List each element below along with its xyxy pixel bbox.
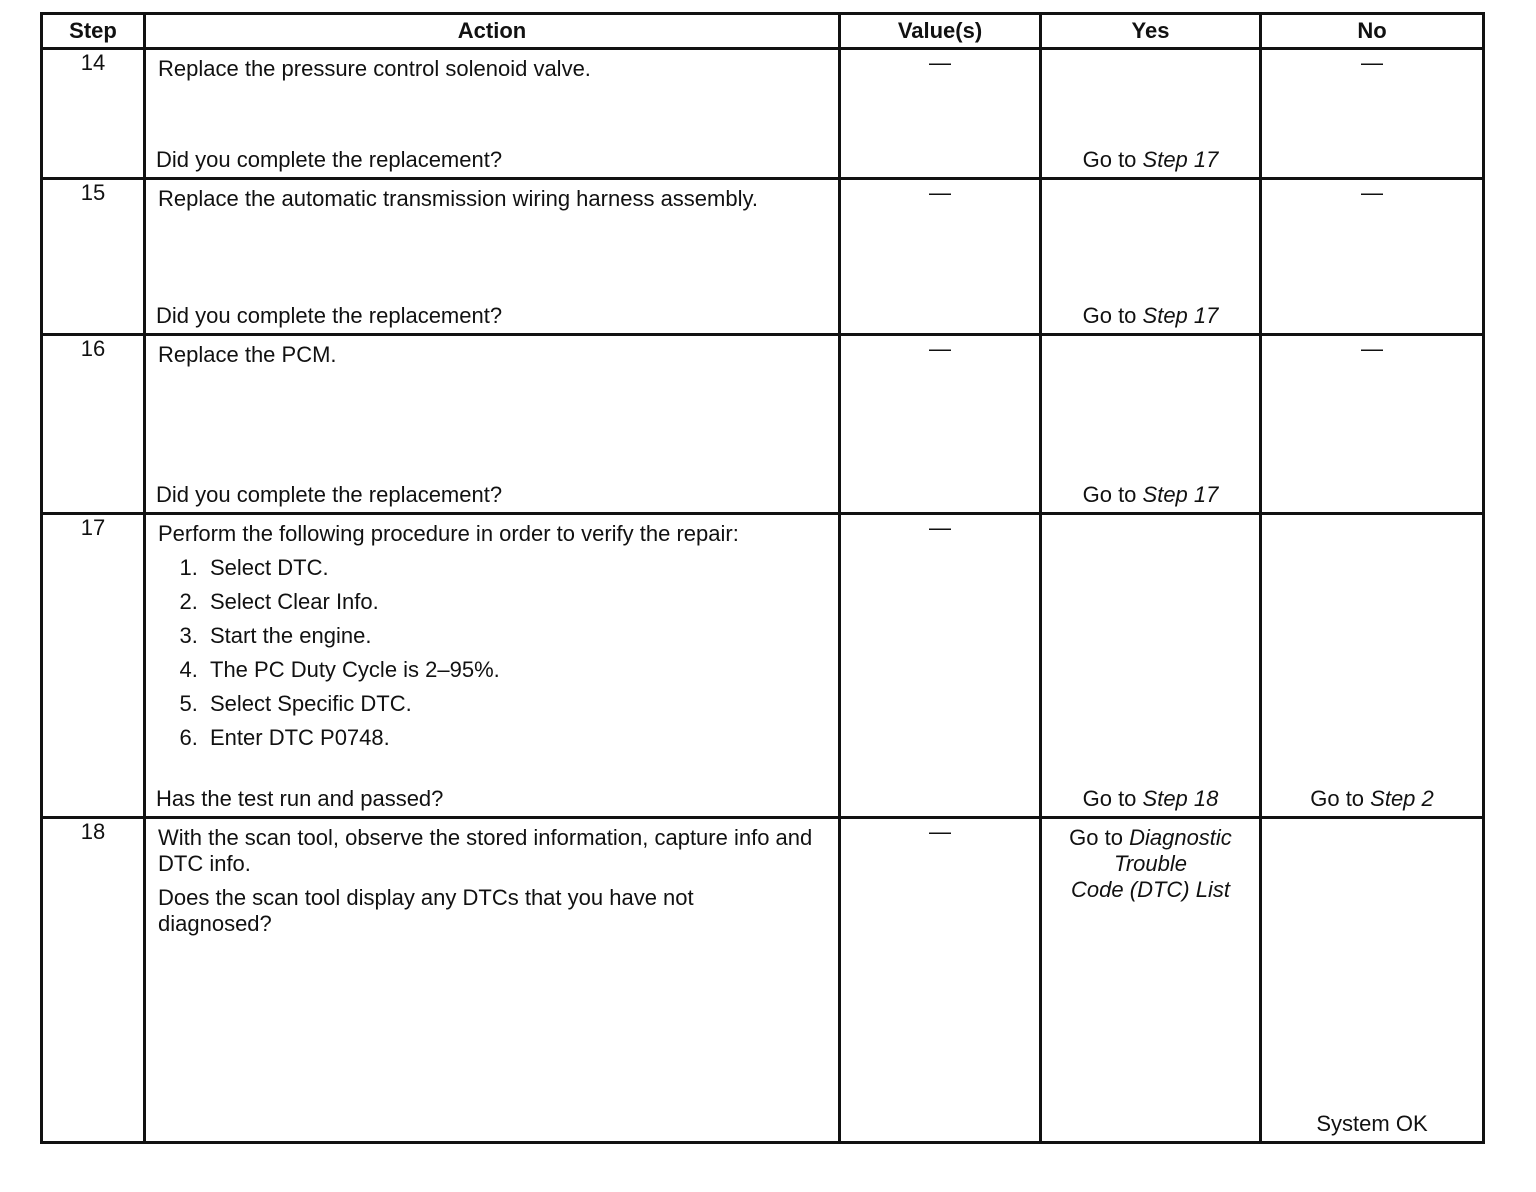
yes-prefix: Go to	[1069, 825, 1130, 850]
no-step-link[interactable]: Step 2	[1370, 786, 1434, 811]
yes-goto[interactable]	[1042, 482, 1259, 508]
table-row	[42, 514, 1484, 818]
table-row	[42, 49, 1484, 179]
yes-cell	[1041, 335, 1261, 514]
no-cell: —	[1261, 335, 1484, 514]
yes-prefix: Go to	[1082, 147, 1143, 172]
procedure-list	[158, 551, 826, 755]
list-item: 2. Select Clear Info.	[204, 585, 826, 619]
yes-goto[interactable]	[1042, 303, 1259, 329]
value-cell: —	[840, 514, 1041, 818]
yes-step-link[interactable]: Step 17	[1142, 303, 1219, 328]
yes-goto[interactable]	[1042, 786, 1259, 812]
action-question: Has the test run and passed?	[156, 786, 444, 811]
yes-prefix: Go to	[1082, 303, 1143, 328]
yes-goto[interactable]	[1042, 819, 1259, 903]
header-no: No	[1261, 14, 1484, 49]
action-question: Did you complete the replacement?	[156, 482, 503, 507]
diagnostic-table	[40, 12, 1485, 1144]
list-item: 1. Select DTC.	[204, 551, 826, 585]
value-cell: —	[840, 335, 1041, 514]
yes-cell	[1041, 179, 1261, 335]
list-item: 3. Start the engine.	[204, 619, 826, 653]
action-cell	[145, 179, 840, 335]
yes-link-part[interactable]: Code (DTC) List	[1071, 877, 1230, 902]
value-cell: —	[840, 179, 1041, 335]
yes-step-link[interactable]: Step 17	[1142, 147, 1219, 172]
step-number: 16	[42, 335, 145, 514]
action-text: Replace the PCM.	[158, 342, 337, 367]
action-question: Did you complete the replacement?	[156, 303, 503, 328]
list-item: 6. Enter DTC P0748.	[204, 721, 826, 755]
value-cell: —	[840, 49, 1041, 179]
header-step: Step	[42, 14, 145, 49]
step-number: 14	[42, 49, 145, 179]
yes-link-part[interactable]: Diagnostic	[1129, 825, 1232, 850]
table-row	[42, 818, 1484, 1143]
no-cell	[1261, 818, 1484, 1143]
value-cell: —	[840, 818, 1041, 1143]
table-row	[42, 335, 1484, 514]
action-text: Perform the following procedure in order to verify the repair:	[158, 521, 739, 546]
yes-cell	[1041, 818, 1261, 1143]
step-number: 18	[42, 818, 145, 1143]
no-result: System OK	[1316, 1111, 1428, 1136]
yes-prefix: Go to	[1082, 786, 1143, 811]
table-row	[42, 179, 1484, 335]
header-values: Value(s)	[840, 14, 1041, 49]
yes-goto[interactable]	[1042, 147, 1259, 173]
action-cell	[145, 49, 840, 179]
step-number: 17	[42, 514, 145, 818]
action-question: Does the scan tool display any DTCs that you have not diagnosed?	[158, 885, 694, 936]
no-cell: —	[1261, 49, 1484, 179]
no-cell	[1261, 514, 1484, 818]
header-action: Action	[145, 14, 840, 49]
header-yes: Yes	[1041, 14, 1261, 49]
yes-step-link[interactable]: Step 18	[1142, 786, 1219, 811]
no-prefix: Go to	[1310, 786, 1371, 811]
list-item: 5. Select Specific DTC.	[204, 687, 826, 721]
no-goto[interactable]	[1262, 786, 1482, 812]
yes-link-part[interactable]: Trouble	[1114, 851, 1187, 876]
header-row	[42, 14, 1484, 49]
action-cell	[145, 818, 840, 1143]
action-text: Replace the automatic transmission wiring harness assembly.	[158, 186, 758, 211]
yes-cell	[1041, 514, 1261, 818]
no-cell: —	[1261, 179, 1484, 335]
action-text: With the scan tool, observe the stored information, capture info and DTC info.	[158, 825, 813, 876]
yes-prefix: Go to	[1082, 482, 1143, 507]
action-text: Replace the pressure control solenoid valve.	[158, 56, 591, 81]
yes-cell	[1041, 49, 1261, 179]
step-number: 15	[42, 179, 145, 335]
action-question: Did you complete the replacement?	[156, 147, 503, 172]
action-cell	[145, 514, 840, 818]
action-cell	[145, 335, 840, 514]
list-item: 4. The PC Duty Cycle is 2–95%.	[204, 653, 826, 687]
yes-step-link[interactable]: Step 17	[1142, 482, 1219, 507]
